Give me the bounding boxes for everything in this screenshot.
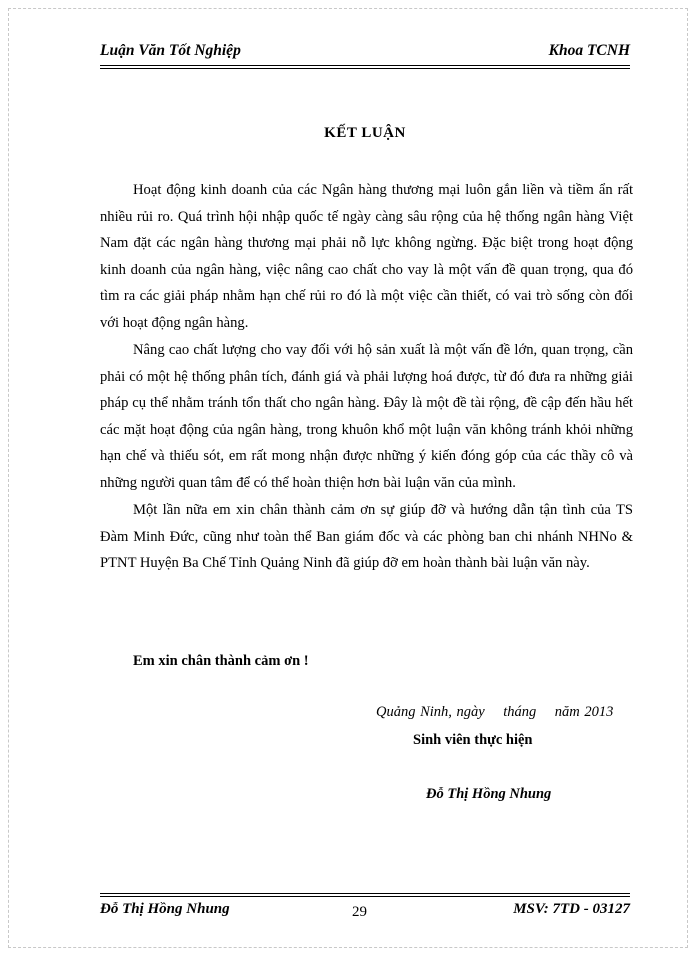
signature-name: Đỗ Thị Hồng Nhung [426,786,552,802]
closing-thanks: Em xin chân thành cảm ơn ! [133,653,309,669]
signature-role: Sinh viên thực hiện [413,732,533,748]
paragraph-3: Một lần nữa em xin chân thành cảm ơn sự giúp đỡ và hướng dẫn tận tình của TS Đàm Minh Đức, cũng như toàn thể Ban giám đốc và các phòng ban chi nhánh NHNo & PTNT Huyện Ba Chế Tỉnh Quảng Ninh đã giúp đỡ em hoàn thành bài luận văn này. [100,502,633,571]
header-department: Khoa TCNH [548,42,630,59]
page-number: 29 [352,904,367,920]
footer-divider [100,893,630,897]
conclusion-body [100,177,633,578]
footer-author: Đỗ Thị Hồng Nhung [100,901,230,917]
section-title: KẾT LUẬN [324,125,406,141]
footer-student-id: MSV: 7TD - 03127 [513,901,630,917]
signature-date-text: Quảng Ninh, ngày tháng năm 2013 [376,704,614,720]
paragraph-1: Hoạt động kinh doanh của các Ngân hàng thương mại luôn gắn liền và tiềm ẩn rất nhiều rủi ro. Quá trình hội nhập quốc tế ngày càng sâu rộng của hệ thống ngân hàng Việt Nam đặt các ngân hàng thương mại phải nỗ lực không ngừng. Đặc biệt trong hoạt động kinh doanh của ngân hàng, việc nâng cao chất cho vay là một vấn đề quan trọng, qua đó tìm ra các giải pháp nhằm hạn chế rủi ro đó là một việc cần thiết, có vai trò sống còn đối với hoạt động ngân hàng. [100,182,633,331]
header-thesis-title: Luận Văn Tốt Nghiệp [100,42,241,59]
header-divider [100,65,630,69]
paragraph-2: Nâng cao chất lượng cho vay đối với hộ sản xuất là một vấn đề lớn, quan trọng, cần phải có một hệ thống phân tích, đánh giá và phải lượng hoá được, từ đó đưa ra những giải pháp cụ thể nhằm tránh tổn thất cho ngân hàng. Đây là một đề tài rộng, đề cập đến hầu hết các mặt hoạt động của ngân hàng, trong khuôn khổ một luận văn không tránh khỏi những hạn chế và thiếu sót, em rất mong nhận được những ý kiến đóng góp của các thầy cô và những người quan tâm để có thể hoàn thiện hơn bài luận văn của mình. [100,342,633,491]
signature-date [376,704,613,721]
page-header [100,42,630,64]
